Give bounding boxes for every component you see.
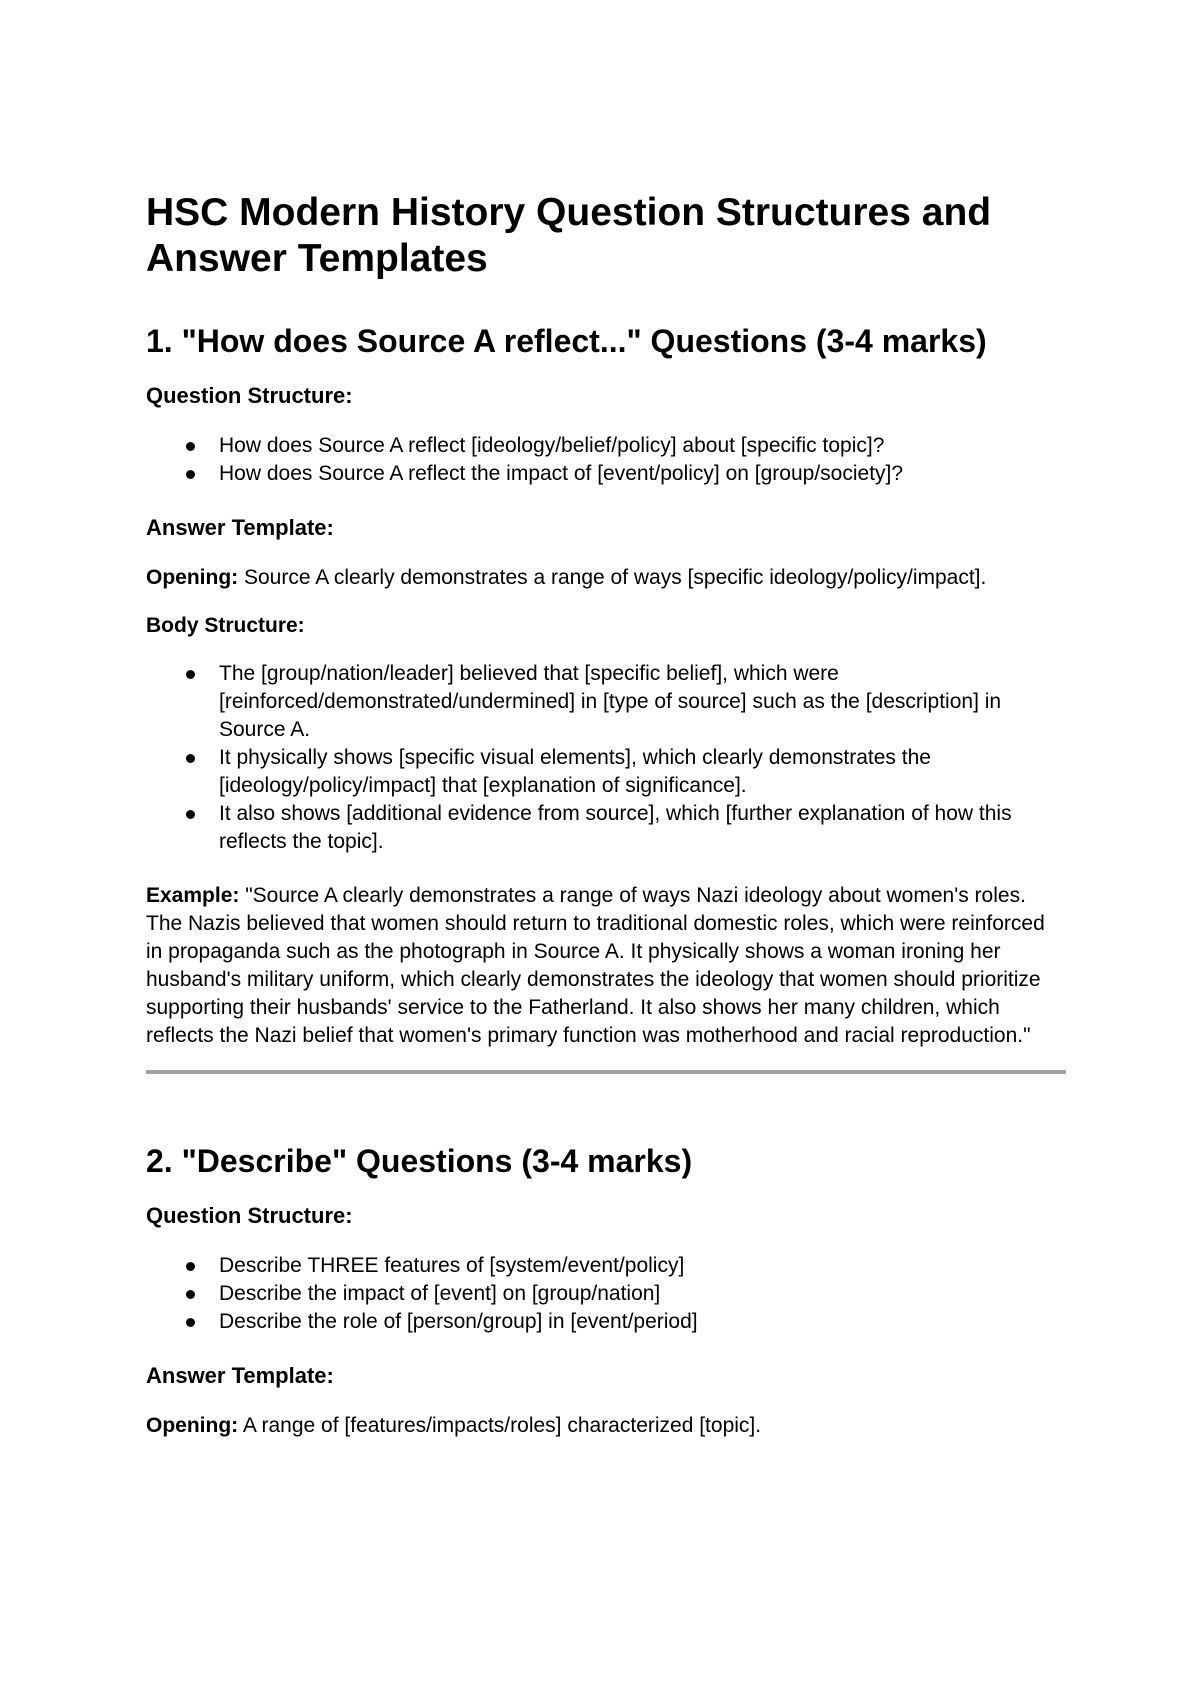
section2-opening xyxy=(146,1412,1066,1440)
section1-question-structure-label: Question Structure: xyxy=(146,383,353,408)
list-item-text: How does Source A reflect [ideology/belief/policy] about [specific topic]? xyxy=(219,434,885,457)
list-item-text: Describe the role of [person/group] in [event/period] xyxy=(219,1310,698,1333)
list-item-text: Describe THREE features of [system/event/policy] xyxy=(219,1254,685,1277)
list-item-text: It physically shows [specific visual elements], which clearly demonstrates the [ideology/policy/impact] that [explanation of significance]. xyxy=(219,746,931,797)
bullet-icon xyxy=(186,442,195,451)
list-item-text: It also shows [additional evidence from source], which [further explanation of how this reflects the topic]. xyxy=(219,802,1012,853)
document-page xyxy=(146,190,1066,1460)
list-item xyxy=(146,660,1066,744)
section2-answer-template-label: Answer Template: xyxy=(146,1363,334,1388)
bullet-icon xyxy=(186,670,195,679)
list-item xyxy=(146,800,1066,856)
list-item xyxy=(146,432,1066,460)
list-item-text: Describe the impact of [event] on [group/nation] xyxy=(219,1282,661,1305)
opening-text: Source A clearly demonstrates a range of ways [specific ideology/policy/impact]. xyxy=(238,566,987,589)
list-item-text: How does Source A reflect the impact of [event/policy] on [group/society]? xyxy=(219,462,904,485)
section1-answer-template-label: Answer Template: xyxy=(146,515,334,540)
section-divider xyxy=(146,1070,1066,1074)
list-item xyxy=(146,1308,1066,1336)
section1-opening xyxy=(146,564,1066,592)
document-title: HSC Modern History Question Structures and Answer Templates xyxy=(146,191,992,280)
bullet-icon xyxy=(186,810,195,819)
bullet-icon xyxy=(186,1318,195,1327)
bullet-icon xyxy=(186,1262,195,1271)
section1-heading: 1. "How does Source A reflect..." Questions (3-4 marks) xyxy=(146,323,987,359)
list-item-text: The [group/nation/leader] believed that [specific belief], which were [reinforced/demonstrated/undermined] in [type of source] such as the [description] in Source A. xyxy=(219,662,1002,741)
list-item xyxy=(146,1280,1066,1308)
section2-question-structure-label: Question Structure: xyxy=(146,1203,353,1228)
bullet-icon xyxy=(186,470,195,479)
section2-question-list xyxy=(146,1252,1066,1336)
example-label: Example: xyxy=(146,884,240,907)
opening-text: A range of [features/impacts/roles] characterized [topic]. xyxy=(238,1414,762,1437)
section1-question-list xyxy=(146,432,1066,488)
example-text: "Source A clearly demonstrates a range of ways Nazi ideology about women's roles. The Nazis believed that women should return to traditional domestic roles, which were reinforced in propaganda such as the photograph in Source A. It physically shows a woman ironing her husband's military uniform, which clearly demonstrates the ideology that women should prioritize supporting their husbands' service to the Fatherland. It also shows her many children, which reflects the Nazi belief that women's primary function was motherhood and racial reproduction." xyxy=(146,884,1045,1047)
section2-heading: 2. "Describe" Questions (3-4 marks) xyxy=(146,1143,693,1179)
list-item xyxy=(146,1252,1066,1280)
section1-example xyxy=(146,882,1066,1050)
bullet-icon xyxy=(186,1290,195,1299)
opening-label: Opening: xyxy=(146,566,239,589)
section1-body-list xyxy=(146,660,1066,856)
list-item xyxy=(146,744,1066,800)
list-item xyxy=(146,460,1066,488)
section1-body-structure-label: Body Structure: xyxy=(146,614,305,637)
bullet-icon xyxy=(186,754,195,763)
opening-label: Opening: xyxy=(146,1414,239,1437)
